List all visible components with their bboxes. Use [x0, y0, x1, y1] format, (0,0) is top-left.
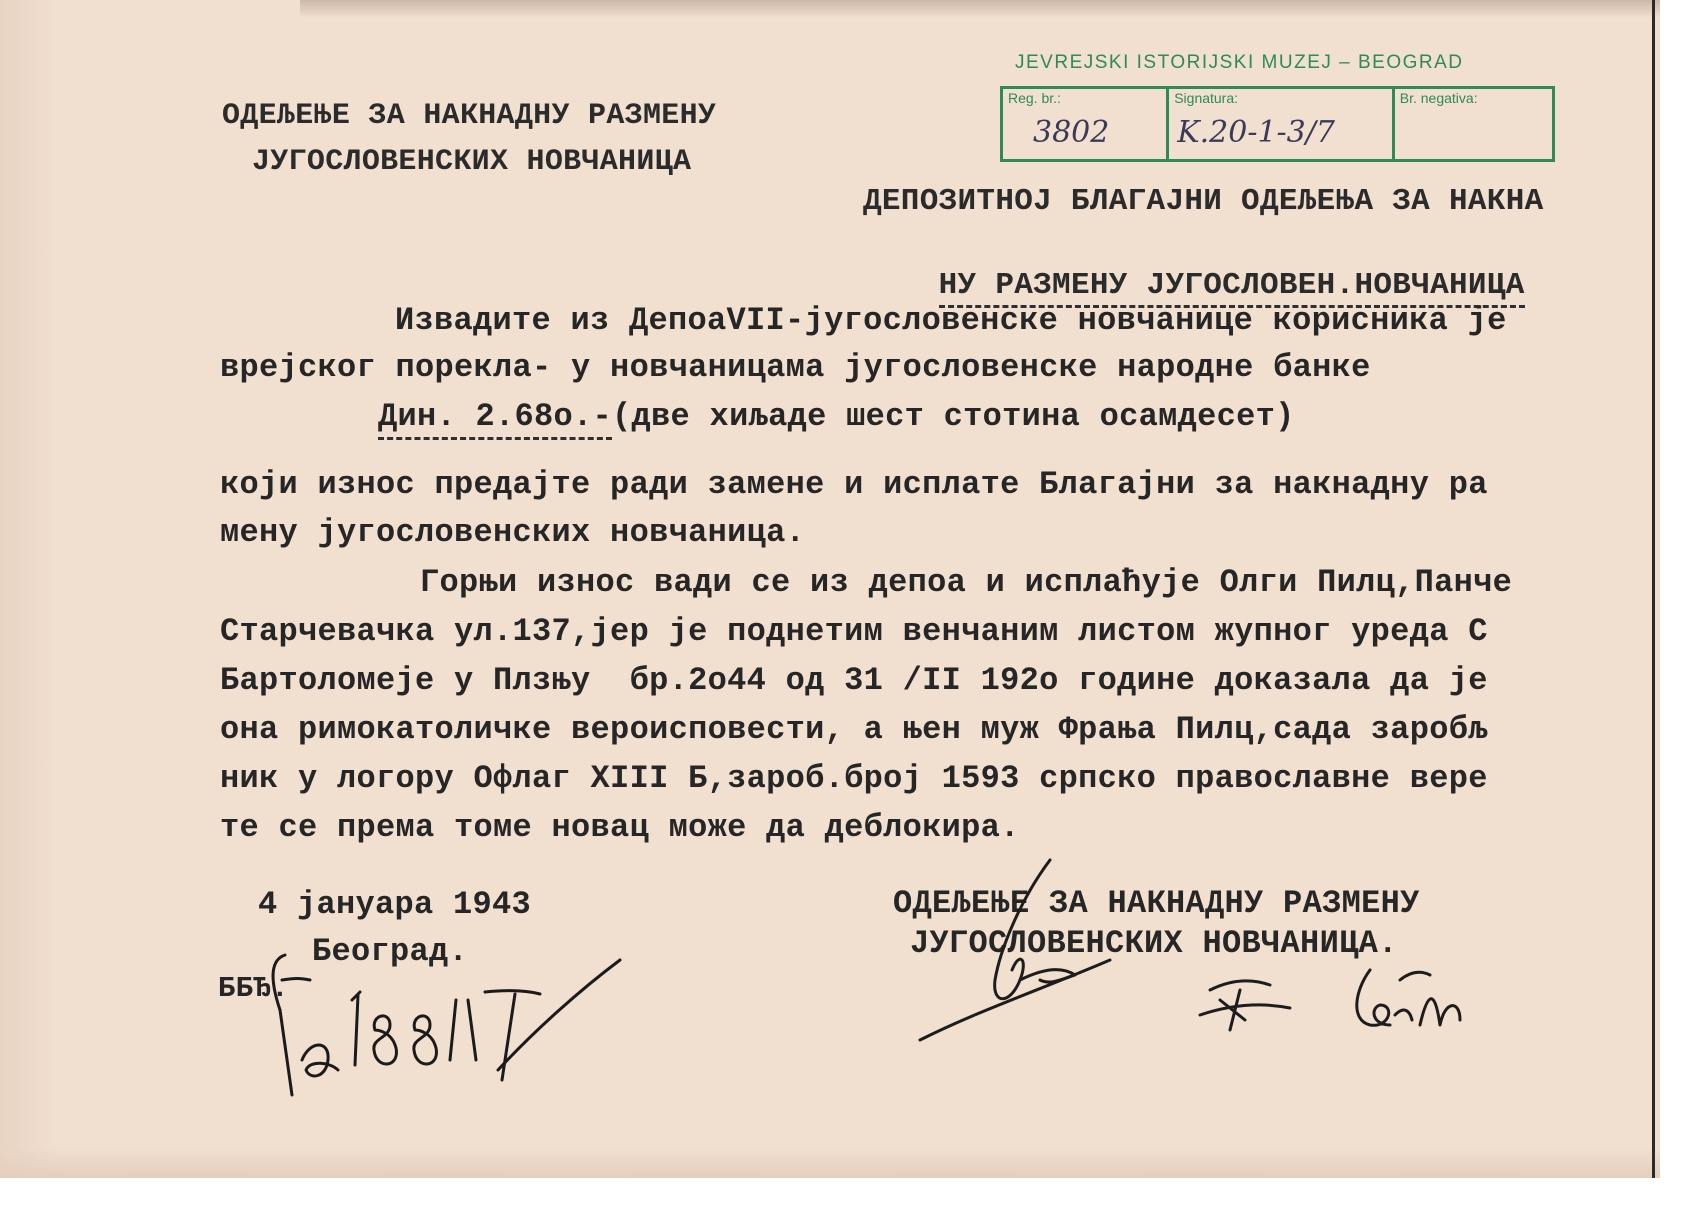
footer-sign-line2: ЈУГОСЛОВЕНСКИХ НОВЧАНИЦА. — [910, 925, 1398, 962]
stamp-reg-label: Reg. br.: — [1008, 90, 1061, 106]
footer-place: Београд. — [312, 933, 469, 970]
paper-edge-right — [1652, 0, 1655, 1178]
letterhead-line2: ЈУГОСЛОВЕНСКИХ НОВЧАНИЦА — [252, 145, 692, 179]
stamp-signatura-cell — [1169, 89, 1395, 159]
body-amount: Дин. 2.68о.- — [378, 398, 612, 440]
letterhead-line1: ОДЕЉЕЊЕ ЗА НАКНАДНУ РАЗМЕНУ — [222, 99, 717, 133]
stamp-negativ-cell — [1395, 89, 1552, 159]
body-p2-line6: те се према томе новац може да деблокира. — [220, 809, 1020, 846]
body-p1-line5: мену југословенских новчаница. — [220, 514, 806, 551]
addressee-line1: ДЕПОЗИТНОЈ БЛАГАЈНИ ОДЕЉЕЊА ЗА НАКНА — [863, 184, 1544, 219]
paper-shadow-bottom — [0, 1148, 1660, 1178]
stamp-box — [1000, 86, 1555, 162]
handwritten-note-drawing — [240, 920, 640, 1120]
stamp-signatura-value: K.20-1-3/7 — [1177, 115, 1335, 150]
footer-sign-line1: ОДЕЉЕЊЕ ЗА НАКНАДНУ РАЗМЕНУ — [893, 885, 1420, 922]
footer-initials: ББЂ. — [218, 972, 289, 1005]
body-p2-line4: она римокатоличке вероисповести, а њен муж Фрања Пилц,сада заробљ — [220, 711, 1488, 748]
body-p2-line3: Бартоломеје у Плзњу бр.2о44 од 31 /II 192о године доказала да је — [220, 662, 1488, 699]
stamp-negativ-label: Br. negativa: — [1399, 90, 1478, 106]
body-p1-line1: Извадите из ДепоаVII-југословенске новчанице корисника је — [395, 302, 1507, 339]
body-amount-words: (две хиљаде шест стотина осамдесет) — [612, 398, 1295, 435]
body-p2-line5: ник у логору Офлаг XIII Б,зароб.број 1593 српско православне вере — [220, 760, 1488, 797]
paper-crease-top — [300, 0, 1660, 18]
museum-stamp — [1000, 48, 1558, 166]
stamp-reg-cell — [1003, 89, 1169, 159]
stamp-header: JEVREJSKI ISTORIJSKI MUZEJ – BEOGRAD — [1015, 52, 1464, 73]
body-amount-line — [378, 398, 1295, 436]
paper-shadow-left — [0, 0, 60, 1178]
footer-date: 4 јануара 1943 — [258, 886, 532, 923]
stamp-reg-value: 3802 — [1033, 115, 1110, 150]
body-p1-line4: који износ предајте ради замене и исплате Благајни за накнадну ра — [220, 466, 1488, 503]
signature-drawing — [900, 840, 1520, 1070]
body-p2-line1: Горњи износ вади се из депоа и исплаћује Олги Пилц,Панче — [420, 564, 1513, 601]
body-p2-line2: Старчевачка ул.137,јер је поднетим венчаним листом жупног уреда С — [220, 613, 1488, 650]
addressee-line2: НУ РАЗМЕНУ ЈУГОСЛОВЕН.НОВЧАНИЦА — [939, 268, 1525, 308]
stamp-signatura-label: Signatura: — [1174, 90, 1239, 106]
body-p1-line2: врејског порекла- у новчаницама југословенске народне банке — [220, 349, 1371, 386]
